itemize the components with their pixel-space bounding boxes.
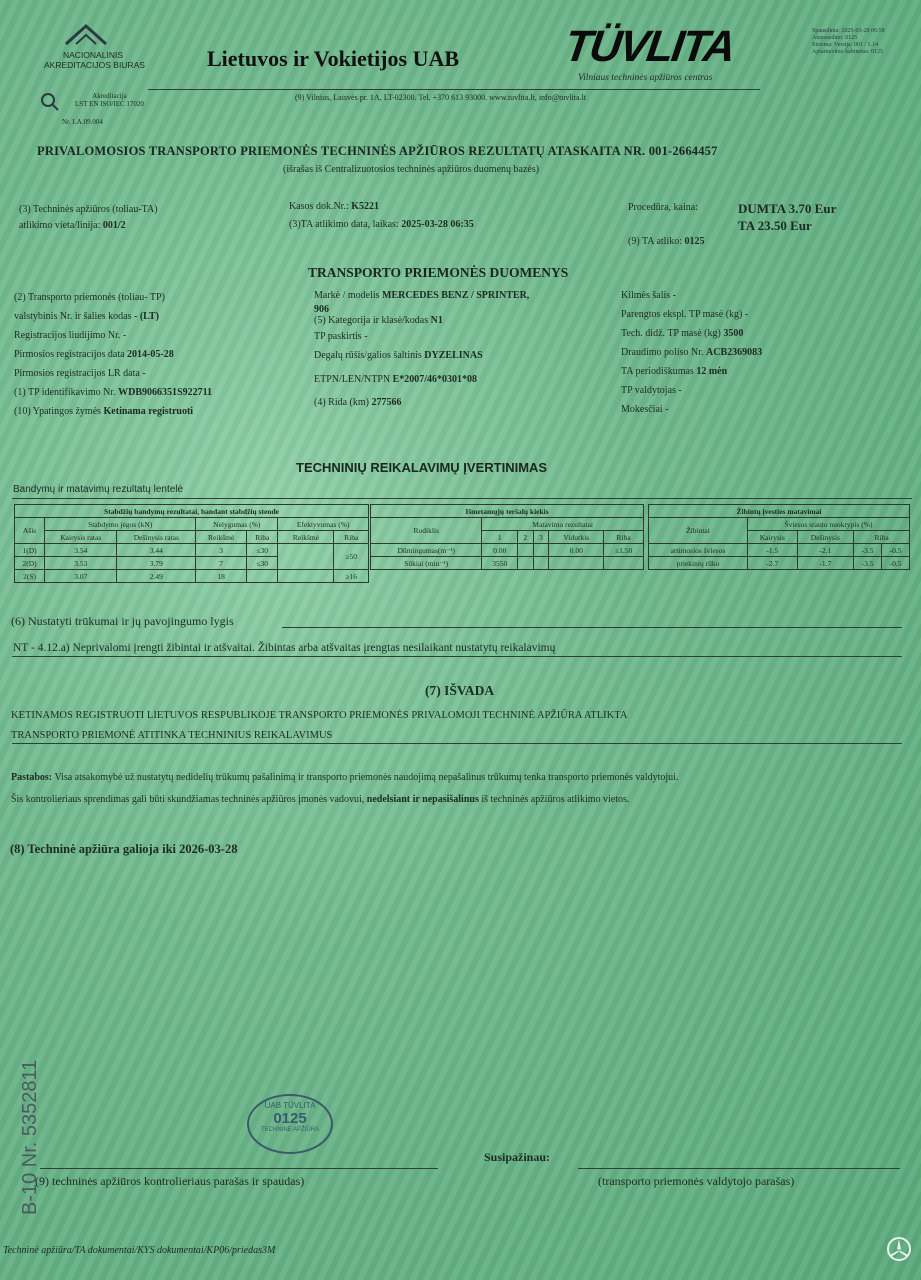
ta-value: 0125	[684, 236, 705, 247]
emission-header-limit: Riba	[604, 531, 644, 544]
tax-value: -	[665, 404, 669, 415]
owner-value: -	[678, 385, 682, 396]
lights-cell: -2.1	[797, 544, 854, 557]
brake-header-unevenness: Nelygumas (%)	[196, 518, 278, 531]
company-address: (9) Vilnius, Laisvės pr. 1A, LT-02300. Tel. +370 613 93000. www.tuvlita.lt, info@tuvlita.lt	[295, 93, 586, 102]
mercedes-star-icon	[886, 1236, 912, 1262]
accreditation-small2: LST EN ISO/IEC 17020	[75, 100, 144, 108]
etpn-value: E*2007/46*0301*08	[392, 374, 478, 385]
mass-value: -	[744, 309, 749, 320]
tax-label: Mokesčiai	[621, 404, 663, 415]
origin-label: Kilmės šalis	[621, 290, 671, 301]
policy-value: ACB2369083	[706, 347, 763, 358]
emission-cell: 3550	[482, 557, 518, 570]
brake-cell: 3.07	[45, 570, 117, 583]
procedure-value2: TA 23.50 Eur	[738, 218, 812, 233]
accreditation-name	[44, 50, 145, 70]
brake-cell: ≤30	[247, 557, 278, 570]
print-info-line3: Sistema: Versija: 001 / 1.14	[812, 42, 879, 48]
lights-table-title: Žibintų įvesties matavimai	[649, 505, 910, 518]
stamp-number: 0125	[273, 1110, 307, 1127]
brake-cell: ≤30	[247, 544, 278, 557]
emission-cell: Sūkiai (min⁻¹)	[371, 557, 482, 570]
brake-header-right: Dešinysis ratas	[117, 531, 196, 544]
brake-header-unev-limit: Riba	[247, 531, 278, 544]
fuel-label: Degalų rūšis/galios šaltinis	[314, 350, 422, 361]
place-value: 001/2	[102, 220, 126, 231]
mileage-label: (4) Rida (km)	[314, 397, 369, 408]
emission-cell	[533, 557, 549, 570]
brake-cell: 2(S)	[15, 570, 45, 583]
table-row	[649, 557, 910, 570]
mass-label: Parengtos ekspl. TP masė (kg)	[621, 309, 743, 320]
footer-path: Techninė apžiūra/TA dokumentai/KYS dokumentai/KP06/priedas3M	[3, 1245, 276, 1256]
table-row	[15, 544, 369, 557]
emission-header-indicator: Rodiklis	[371, 518, 482, 544]
owner-signature-caption: (transporto priemonės valdytojo parašas)	[598, 1174, 795, 1188]
vehicle-right-column	[621, 286, 762, 419]
brake-table	[14, 504, 369, 583]
defect-line: NT - 4.12.a) Neprivalomi įrengti žibintai ir atšvaitai. Žibintas arba atšvaitas įrengtas nesilaikant nustatytų reikalavimų	[13, 642, 556, 654]
special-marks-value: Ketinama registruoti	[103, 406, 194, 417]
accreditation-small1: Akreditacija	[92, 92, 127, 100]
emission-cell: Dūmingumas(m⁻¹)	[371, 544, 482, 557]
stamp-bottom: TECHNINĖ APŽIŪRA	[260, 1127, 319, 1133]
tech-section-title: TECHNINIŲ REIKALAVIMŲ ĮVERTINIMAS	[296, 460, 548, 475]
purpose-label: TP paskirtis	[314, 331, 362, 342]
conclusion-title: (7) IŠVADA	[425, 683, 495, 698]
company-name: Lietuvos ir Vokietijos UAB	[207, 46, 460, 71]
brake-header-unev-value: Reikšmė	[196, 531, 247, 544]
model-code-value: 906	[314, 304, 329, 315]
table-row	[15, 570, 369, 583]
brake-cell	[278, 570, 334, 583]
tuvlita-logo: TÜVLITA	[561, 22, 738, 71]
brake-header-force: Stabdymo jėgos (kN)	[45, 518, 196, 531]
accreditation-number: Nr. LA.09.004	[62, 118, 103, 126]
lights-header-limit: Riba	[854, 531, 910, 544]
make-value: MERCEDES BENZ / SPRINTER,	[382, 290, 530, 301]
brake-cell: 7	[196, 557, 247, 570]
note-label: Pastabos:	[11, 772, 53, 783]
brake-cell: 3.44	[117, 544, 196, 557]
kasos-label: Kasos dok.Nr.:	[289, 201, 349, 212]
note-text2c: iš techninės apžiūros atlikimo vietos.	[481, 794, 630, 805]
brake-header-axle: Ašis	[15, 518, 45, 544]
plate-label: valstybinis Nr. ir šalies kodas	[14, 311, 132, 322]
report-subtitle: (išrašas iš Centralizuotosios techninės apžiūros duomenų bazės)	[283, 164, 540, 175]
brake-cell: 3.54	[45, 544, 117, 557]
owner-label: TP valdytojas	[621, 385, 676, 396]
brake-header-efficiency: Efektyvumas (%)	[278, 518, 369, 531]
table-row	[371, 544, 644, 557]
form-serial-number: B-10 Nr. 5352811	[19, 1059, 41, 1215]
mileage-value: 277566	[371, 397, 402, 408]
lights-cell: -3.5	[854, 557, 882, 570]
lights-header-angle: Šviesos srauto nuokrypis (%)	[747, 518, 909, 531]
date-label: (3)TA atlikimo data, laikas:	[289, 219, 399, 230]
note-text2a: Šis kontrolieriaus sprendimas gali būti skundžiamas techninės apžiūros įmonės vadovui,	[11, 794, 365, 805]
report-title: PRIVALOMOSIOS TRANSPORTO PRIEMONĖS TECHNINĖS APŽIŪROS REZULTATŲ ATASKAITA NR. 001-2664457	[37, 144, 718, 158]
first-reg-label: Pirmosios registracijos data	[14, 349, 125, 360]
inspection-doc	[289, 198, 474, 234]
reg-cert-label: Registracijos liudijimo Nr.	[14, 330, 121, 341]
emission-cell: 0.00	[549, 544, 604, 557]
emission-table-title: Išmetamųjų teršalų kiekis	[371, 505, 644, 518]
emission-header-avg: Vidurkis	[549, 531, 604, 544]
emission-table	[370, 504, 644, 570]
brake-cell: 3.53	[45, 557, 117, 570]
print-info-line2: Atspausdino: 0125	[812, 35, 858, 41]
brake-cell: 2.49	[117, 570, 196, 583]
vehicle-left-column	[14, 288, 212, 421]
procedure-value1: DUMTA 3.70 Eur	[738, 201, 837, 216]
accreditation-line2: AKREDITACIJOS BIURAS	[44, 60, 145, 70]
validity-date: (8) Techninė apžiūra galioja iki 2026-03-28	[10, 842, 238, 856]
ta-label: (9) TA atliko:	[628, 236, 683, 247]
conclusion-line2: TRANSPORTO PRIEMONĖ ATITINKA TECHNINIUS REIKALAVIMUS	[11, 730, 333, 741]
vehicle-section-title: TRANSPORTO PRIEMONĖS DUOMENYS	[308, 265, 569, 280]
brake-cell: ≥50	[334, 544, 369, 570]
stamp-top: UAB TÜVLITA	[264, 1101, 316, 1110]
brake-header-eff-value: Reikšmė	[278, 531, 334, 544]
emission-cell	[518, 557, 534, 570]
accreditation-standard	[75, 92, 144, 108]
lights-cell: -0.5	[882, 544, 910, 557]
lights-cell: -3.5	[854, 544, 882, 557]
first-reg-lt-label: Pirmosios registracijos LR data	[14, 368, 140, 379]
accreditation-roof-icon	[62, 22, 110, 48]
lights-header-left: Kairysis	[747, 531, 797, 544]
brake-cell	[278, 544, 334, 570]
emission-header-results: Matavimo rezultatai	[482, 518, 644, 531]
emission-cell	[518, 544, 534, 557]
vin-value: WDB9066351S922711	[118, 387, 213, 398]
lights-cell: -2.7	[747, 557, 797, 570]
note-text2b: nedelsiant ir nepasišalinus	[366, 794, 479, 805]
brake-cell: 18	[196, 570, 247, 583]
lights-cell: -0.5	[882, 557, 910, 570]
reg-cert-value: -	[122, 330, 127, 341]
table-row	[371, 557, 644, 570]
kasos-value: K5221	[351, 201, 380, 212]
tuvlita-stamp	[247, 1094, 333, 1154]
brake-cell	[247, 570, 278, 583]
vehicle-left-line1: (2) Transporto priemonės (toliau- TP)	[14, 292, 165, 303]
plate-value: - (LT)	[134, 311, 159, 322]
lights-table	[648, 504, 910, 570]
brake-table-title: Stabdžių bandymų rezultatai, bandant stabdžių stende	[15, 505, 369, 518]
origin-value: -	[672, 290, 677, 301]
brake-header-left: Kairysis ratas	[45, 531, 117, 544]
brake-cell: 3.79	[117, 557, 196, 570]
emission-header-1: 1	[482, 531, 518, 544]
brake-cell: 2(D)	[15, 557, 45, 570]
lights-header-lamp: Žibintai	[649, 518, 748, 544]
emission-cell	[549, 557, 604, 570]
lights-header-right: Dešinysis	[797, 531, 854, 544]
place-label2: atlikimo vieta/linija:	[19, 220, 101, 231]
inspection-place	[19, 202, 158, 234]
first-reg-lt-value: -	[142, 368, 146, 379]
emission-cell	[533, 544, 549, 557]
category-label: (5) Kategorija ir klasė/kodas	[314, 315, 429, 326]
tests-table-label: Bandymų ir matavimų rezultatų lentelė	[13, 484, 184, 495]
acknowledged-label: Susipažinau:	[484, 1150, 551, 1164]
lights-cell: artimosios šviesos	[649, 544, 748, 557]
lights-cell: priekinių rūko	[649, 557, 748, 570]
emission-header-2: 2	[518, 531, 534, 544]
max-mass-value: 3500	[723, 328, 744, 339]
make-label: Markė / modelis	[314, 290, 380, 301]
brake-cell: 1(D)	[15, 544, 45, 557]
accreditation-line1: NACIONALINIS	[63, 50, 123, 60]
inspector-signature-caption: (9) techninės apžiūros kontrolieriaus parašas ir spaudas)	[35, 1174, 305, 1188]
fuel-value: DYZELINAS	[424, 350, 483, 361]
emission-cell	[604, 557, 644, 570]
vin-label: (1) TP identifikavimo Nr.	[14, 387, 116, 398]
emission-cell: 0.00	[482, 544, 518, 557]
etpn-label: ETPN/LEN/NTPN	[314, 374, 391, 385]
brake-cell: 3	[196, 544, 247, 557]
emission-cell: ≤1.50	[604, 544, 644, 557]
brake-cell: ≥16	[334, 570, 369, 583]
defects-title: (6) Nustatyti trūkumai ir jų pavojingumo lygis	[11, 614, 234, 628]
procedure-label: Procedūra, kaina:	[628, 202, 698, 213]
magnifier-icon	[40, 92, 60, 112]
date-value: 2025-03-28 06:35	[401, 219, 474, 230]
print-info	[812, 28, 885, 56]
special-marks-label: (10) Ypatingos žymės	[14, 406, 102, 417]
lights-cell: -1.7	[797, 557, 854, 570]
table-row	[649, 544, 910, 557]
lights-cell: -1.5	[747, 544, 797, 557]
note-text1: Visa atsakomybė už nustatytų nedidelių trūkumų pašalinimą ir transporto priemonės naudojimą nepašalinus trūkumų tenka transporto priemonės valdytojui.	[54, 772, 679, 783]
policy-label: Draudimo poliso Nr.	[621, 347, 704, 358]
max-mass-label: Tech. didž. TP masė (kg)	[621, 328, 721, 339]
period-value: 12 mėn	[696, 366, 728, 377]
conclusion-line1: KETINAMOS REGISTRUOTI LIETUVOS RESPUBLIKOJE TRANSPORTO PRIEMONĖS PRIVALOMOJI TECHNINĖ APŽIŪRA ATLIKTA	[11, 710, 628, 721]
first-reg-value: 2014-05-28	[127, 349, 174, 360]
place-label1: (3) Techninės apžiūros (toliau-TA)	[19, 204, 158, 215]
emission-header-3: 3	[533, 531, 549, 544]
category-value: N1	[430, 315, 443, 326]
period-label: TA periodiškumas	[621, 366, 694, 377]
brake-header-eff-limit: Riba	[334, 531, 369, 544]
purpose-value: -	[364, 331, 368, 342]
print-info-line1: Spausdinta: 2025-03-28 06:58	[812, 28, 885, 34]
logo-subtitle: Vilniaus techninės apžiūros centras	[578, 73, 713, 83]
vehicle-middle-column	[314, 286, 529, 412]
print-info-line4: Aptarnavimo kabinetas: 0125	[812, 49, 883, 55]
